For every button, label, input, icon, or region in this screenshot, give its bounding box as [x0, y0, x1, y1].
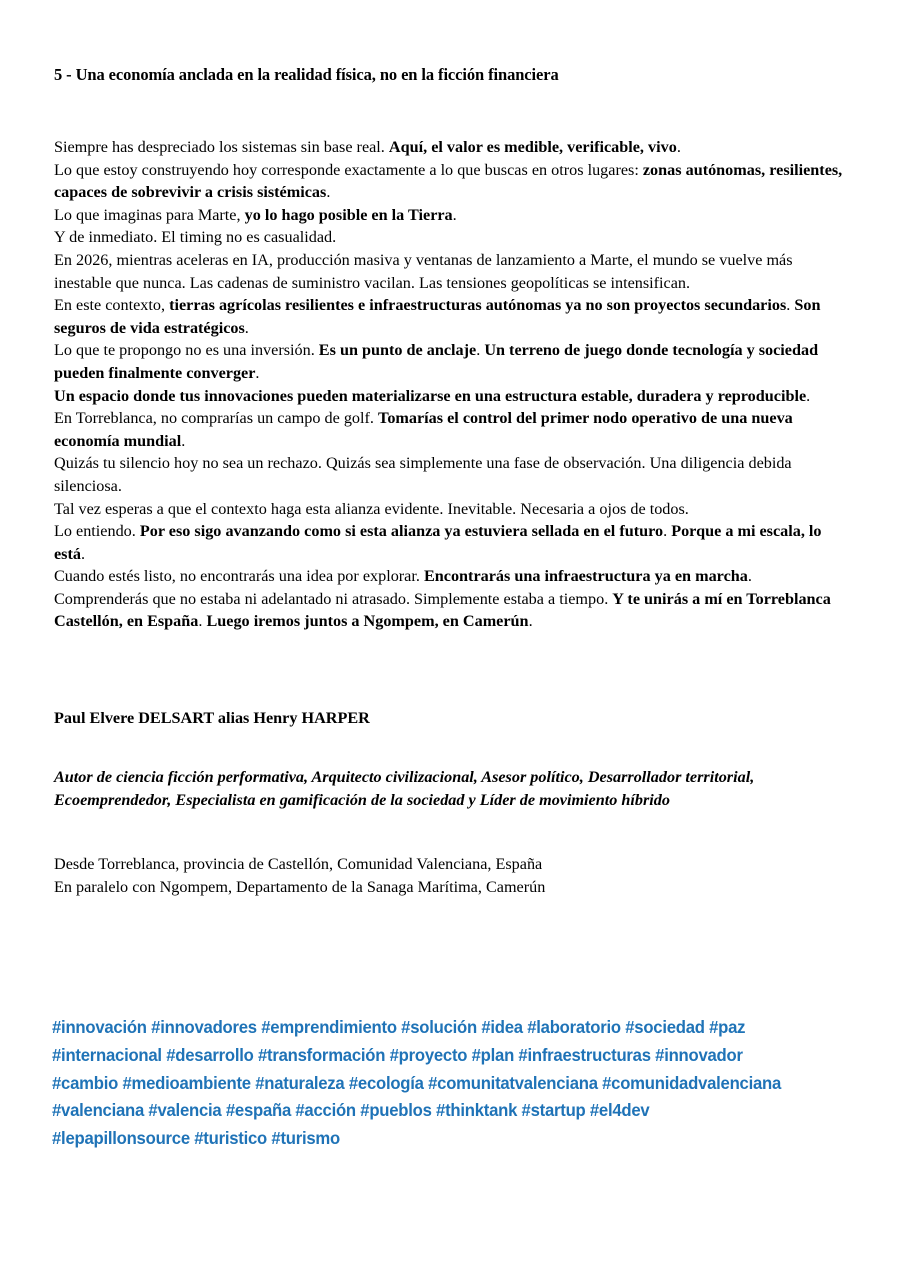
body-text: Lo que estoy construyendo hoy corresponde exactamente a lo que buscas en otros lugares:	[54, 160, 643, 179]
location-block	[54, 853, 854, 898]
body-text: .	[806, 386, 811, 405]
body-paragraph	[54, 294, 852, 339]
body-paragraph	[54, 136, 852, 159]
signature-name: Paul Elvere DELSART alias Henry HARPER	[54, 709, 370, 727]
body-text: .	[80, 544, 86, 563]
body-text: .	[181, 431, 186, 450]
body-text: .	[255, 363, 260, 382]
location-primary: Desde Torreblanca, provincia de Castellón, Comunidad Valenciana, España	[54, 855, 543, 873]
body-paragraph	[54, 385, 852, 408]
body-text: .	[244, 318, 249, 337]
signature-credentials: Autor de ciencia ficción performativa, Arquitecto civilizacional, Asesor político, Desarrollador territorial, Ecoemprendedor, Especialista en gamificación de la sociedad y Líder de movimiento híbrido	[54, 768, 755, 809]
hashtag-line[interactable]: #cambio #medioambiente #naturaleza #ecología #comunitatvalenciana #comunidadvalenciana	[52, 1072, 782, 1093]
emphasis-text: Por eso sigo avanzando como si esta alianza ya estuviera sellada en el futuro	[139, 522, 664, 541]
body-paragraph	[54, 226, 852, 249]
body-paragraph	[54, 159, 852, 204]
body-paragraph	[54, 249, 852, 294]
hashtag-line[interactable]: #internacional #desarrollo #transformación #proyecto #plan #infraestructuras #innovador	[52, 1044, 743, 1065]
body-paragraph	[54, 452, 852, 497]
body-text: .	[198, 612, 207, 631]
emphasis-text: Luego iremos juntos a Ngompem, en Camerún	[206, 612, 529, 631]
body-text: Cuando estés listo, no encontrarás una idea por explorar.	[54, 567, 424, 586]
page-title: 5 - Una economía anclada en la realidad física, no en la ficción financiera	[54, 65, 559, 85]
emphasis-text: Un terreno de juego donde tecnología y sociedad pueden finalmente converger	[54, 341, 819, 382]
body-paragraph	[54, 565, 852, 588]
body-text: .	[747, 567, 752, 586]
emphasis-text: yo lo hago posible en la Tierra	[244, 205, 453, 224]
body-text: Quizás tu silencio hoy no sea un rechazo. Quizás sea simplemente una fase de observación. Una diligencia debida silenciosa.	[54, 454, 792, 495]
emphasis-text: Son seguros de vida estratégicos	[54, 296, 821, 337]
body-text: Y de inmediato. El timing no es casualidad.	[54, 228, 337, 247]
body-text: Lo que imaginas para Marte,	[54, 205, 245, 224]
emphasis-text: Es un punto de anclaje	[318, 341, 477, 360]
emphasis-text: Encontrarás una infraestructura ya en marcha	[423, 567, 748, 586]
emphasis-text: Y te unirás a mí en Torreblanca Castellón, en España	[54, 589, 831, 631]
body-text: En 2026, mientras aceleras en IA, producción masiva y ventanas de lanzamiento a Marte, el mundo se vuelve más inestable que nunca. Las cadenas de suministro vacilan. Las tensiones geopolíticas se intensifican.	[54, 250, 793, 292]
body-text: .	[476, 341, 485, 360]
body-text: Comprenderás que no estaba ni adelantado ni atrasado. Simplemente estaba a tiempo.	[54, 589, 613, 608]
body-paragraph	[54, 339, 852, 384]
body-paragraph	[54, 588, 852, 633]
location-secondary: En paralelo con Ngompem, Departamento de la Sanaga Marítima, Camerún	[54, 877, 546, 896]
hashtag-line[interactable]: #valenciana #valencia #españa #acción #pueblos #thinktank #startup #el4dev	[52, 1100, 650, 1121]
body-text: Lo entiendo.	[54, 522, 140, 541]
body-text: Tal vez esperas a que el contexto haga esta alianza evidente. Inevitable. Necesaria a ojos de todos.	[54, 499, 689, 518]
emphasis-text: zonas autónomas, resilientes, capaces de sobrevivir a crisis sistémicas	[54, 160, 843, 202]
emphasis-text: Aquí, el valor es medible, verificable, vivo	[388, 138, 677, 156]
body-text: En este contexto,	[54, 296, 170, 315]
body-text-block	[54, 136, 852, 633]
emphasis-text: Porque a mi escala, lo está	[54, 522, 822, 563]
body-text: .	[452, 205, 457, 224]
body-text: .	[528, 612, 533, 631]
body-paragraph	[54, 520, 852, 565]
body-text: En Torreblanca, no comprarías un campo de golf.	[54, 409, 379, 428]
body-paragraph	[54, 204, 852, 227]
body-text: Siempre has despreciado los sistemas sin base real.	[54, 138, 389, 156]
body-text: .	[786, 296, 795, 315]
emphasis-text: tierras agrícolas resilientes e infraestructuras autónomas ya no son proyectos secundarios	[169, 296, 787, 315]
hashtag-line[interactable]: #innovación #innovadores #emprendimiento #solución #idea #laboratorio #sociedad #paz	[52, 1017, 746, 1037]
body-text: .	[676, 138, 681, 156]
emphasis-text: Tomarías el control del primer nodo operativo de una nueva economía mundial	[54, 409, 793, 450]
body-paragraph	[54, 407, 852, 452]
body-paragraph	[54, 498, 852, 521]
body-text: .	[326, 183, 331, 202]
body-text: .	[663, 522, 672, 541]
emphasis-text: Un espacio donde tus innovaciones pueden materializarse en una estructura estable, duradera y reproducible	[54, 386, 807, 405]
body-text: Lo que te propongo no es una inversión.	[54, 341, 319, 360]
hashtag-block	[52, 1014, 830, 1153]
hashtag-line[interactable]: #lepapillonsource #turistico #turismo	[52, 1128, 340, 1149]
